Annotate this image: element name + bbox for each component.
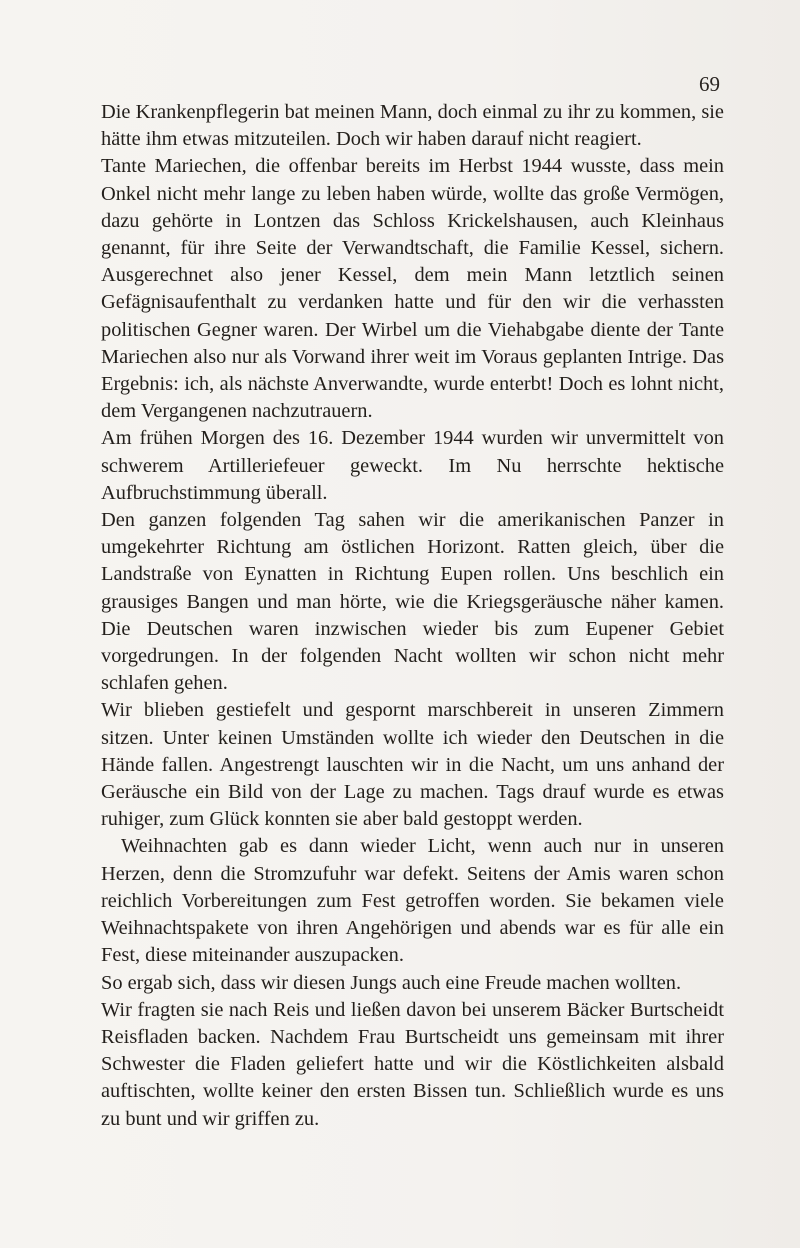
paragraph-8: Wir fragten sie nach Reis und ließen davon bei unserem Bäcker Burtscheidt Reisfladen backen. Nachdem Frau Burtscheidt uns gemeinsam mit ihrer Schwester die Fladen geliefert hatte und wir die Köstlichkeiten alsbald auftischten, wollte keiner den ersten Bissen tun. Schließlich wurde es uns zu bunt und wir griffen zu. (101, 998, 724, 1130)
page-number: 69 (699, 72, 720, 96)
body-text (101, 99, 724, 1133)
paragraph-5: Wir blieben gestiefelt und gespornt marschbereit in unseren Zimmern sitzen. Unter keinen Umständen wollte ich wieder den Deutschen in die Hände fallen. Angestrengt lauschten wir in die Nacht, um uns anhand der Geräusche ein Bild von der Lage zu machen. Tags drauf wurde es etwas ruhiger, zum Glück konnten sie aber bald gestoppt werden. (101, 699, 724, 831)
paragraph-6: Weihnachten gab es dann wieder Licht, wenn auch nur in unseren Herzen, denn die Stromzufuhr war defekt. Seitens der Amis waren schon reichlich Vorbereitungen zum Fest getroffen worden. Sie bekamen viele Weihnachtspakete von ihren Angehörigen und abends war es für alle ein Fest, diese miteinander auszupacken. (101, 835, 724, 967)
paragraph-7: So ergab sich, dass wir diesen Jungs auch eine Freude machen wollten. (101, 971, 682, 994)
paragraph-1: Die Krankenpflegerin bat meinen Mann, doch einmal zu ihr zu kommen, sie hätte ihm etwas mitzuteilen. Doch wir haben darauf nicht reagiert. (101, 101, 724, 151)
paragraph-2: Tante Mariechen, die offenbar bereits im Herbst 1944 wusste, dass mein Onkel nicht mehr lange zu leben haben würde, wollte das große Vermögen, dazu gehörte in Lontzen das Schloss Krickelshausen, auch Kleinhaus genannt, für ihre Seite der Verwandtschaft, die Familie Kessel, sichern. Ausgerechnet also jener Kessel, dem mein Mann letztlich seinen Gefägnisaufenthalt zu verdanken hatte und für den wir die verhassten politischen Gegner waren. Der Wirbel um die Viehabgabe diente der Tante Mariechen also nur als Vorwand ihrer weit im Voraus geplanten Intrige. Das Ergebnis: ich, als nächste Anverwandte, wurde enterbt! Doch es lohnt nicht, dem Vergangenen nachzutrauern. (101, 155, 724, 423)
paragraph-3: Am frühen Morgen des 16. Dezember 1944 wurden wir unvermittelt von schwerem Artilleriefeuer geweckt. Im Nu herrschte hektische Aufbruchstimmung überall. (101, 427, 724, 504)
paragraph-4: Den ganzen folgenden Tag sahen wir die amerikanischen Panzer in umgekehrter Richtung am östlichen Horizont. Ratten gleich, über die Landstraße von Eynatten in Richtung Eupen rollen. Uns beschlich ein grausiges Bangen und man hörte, wie die Kriegsgeräusche näher kamen. Die Deutschen waren inzwischen wieder bis zum Eupener Gebiet vorgedrungen. In der folgenden Nacht wollten wir schon nicht mehr schlafen gehen. (101, 509, 724, 695)
